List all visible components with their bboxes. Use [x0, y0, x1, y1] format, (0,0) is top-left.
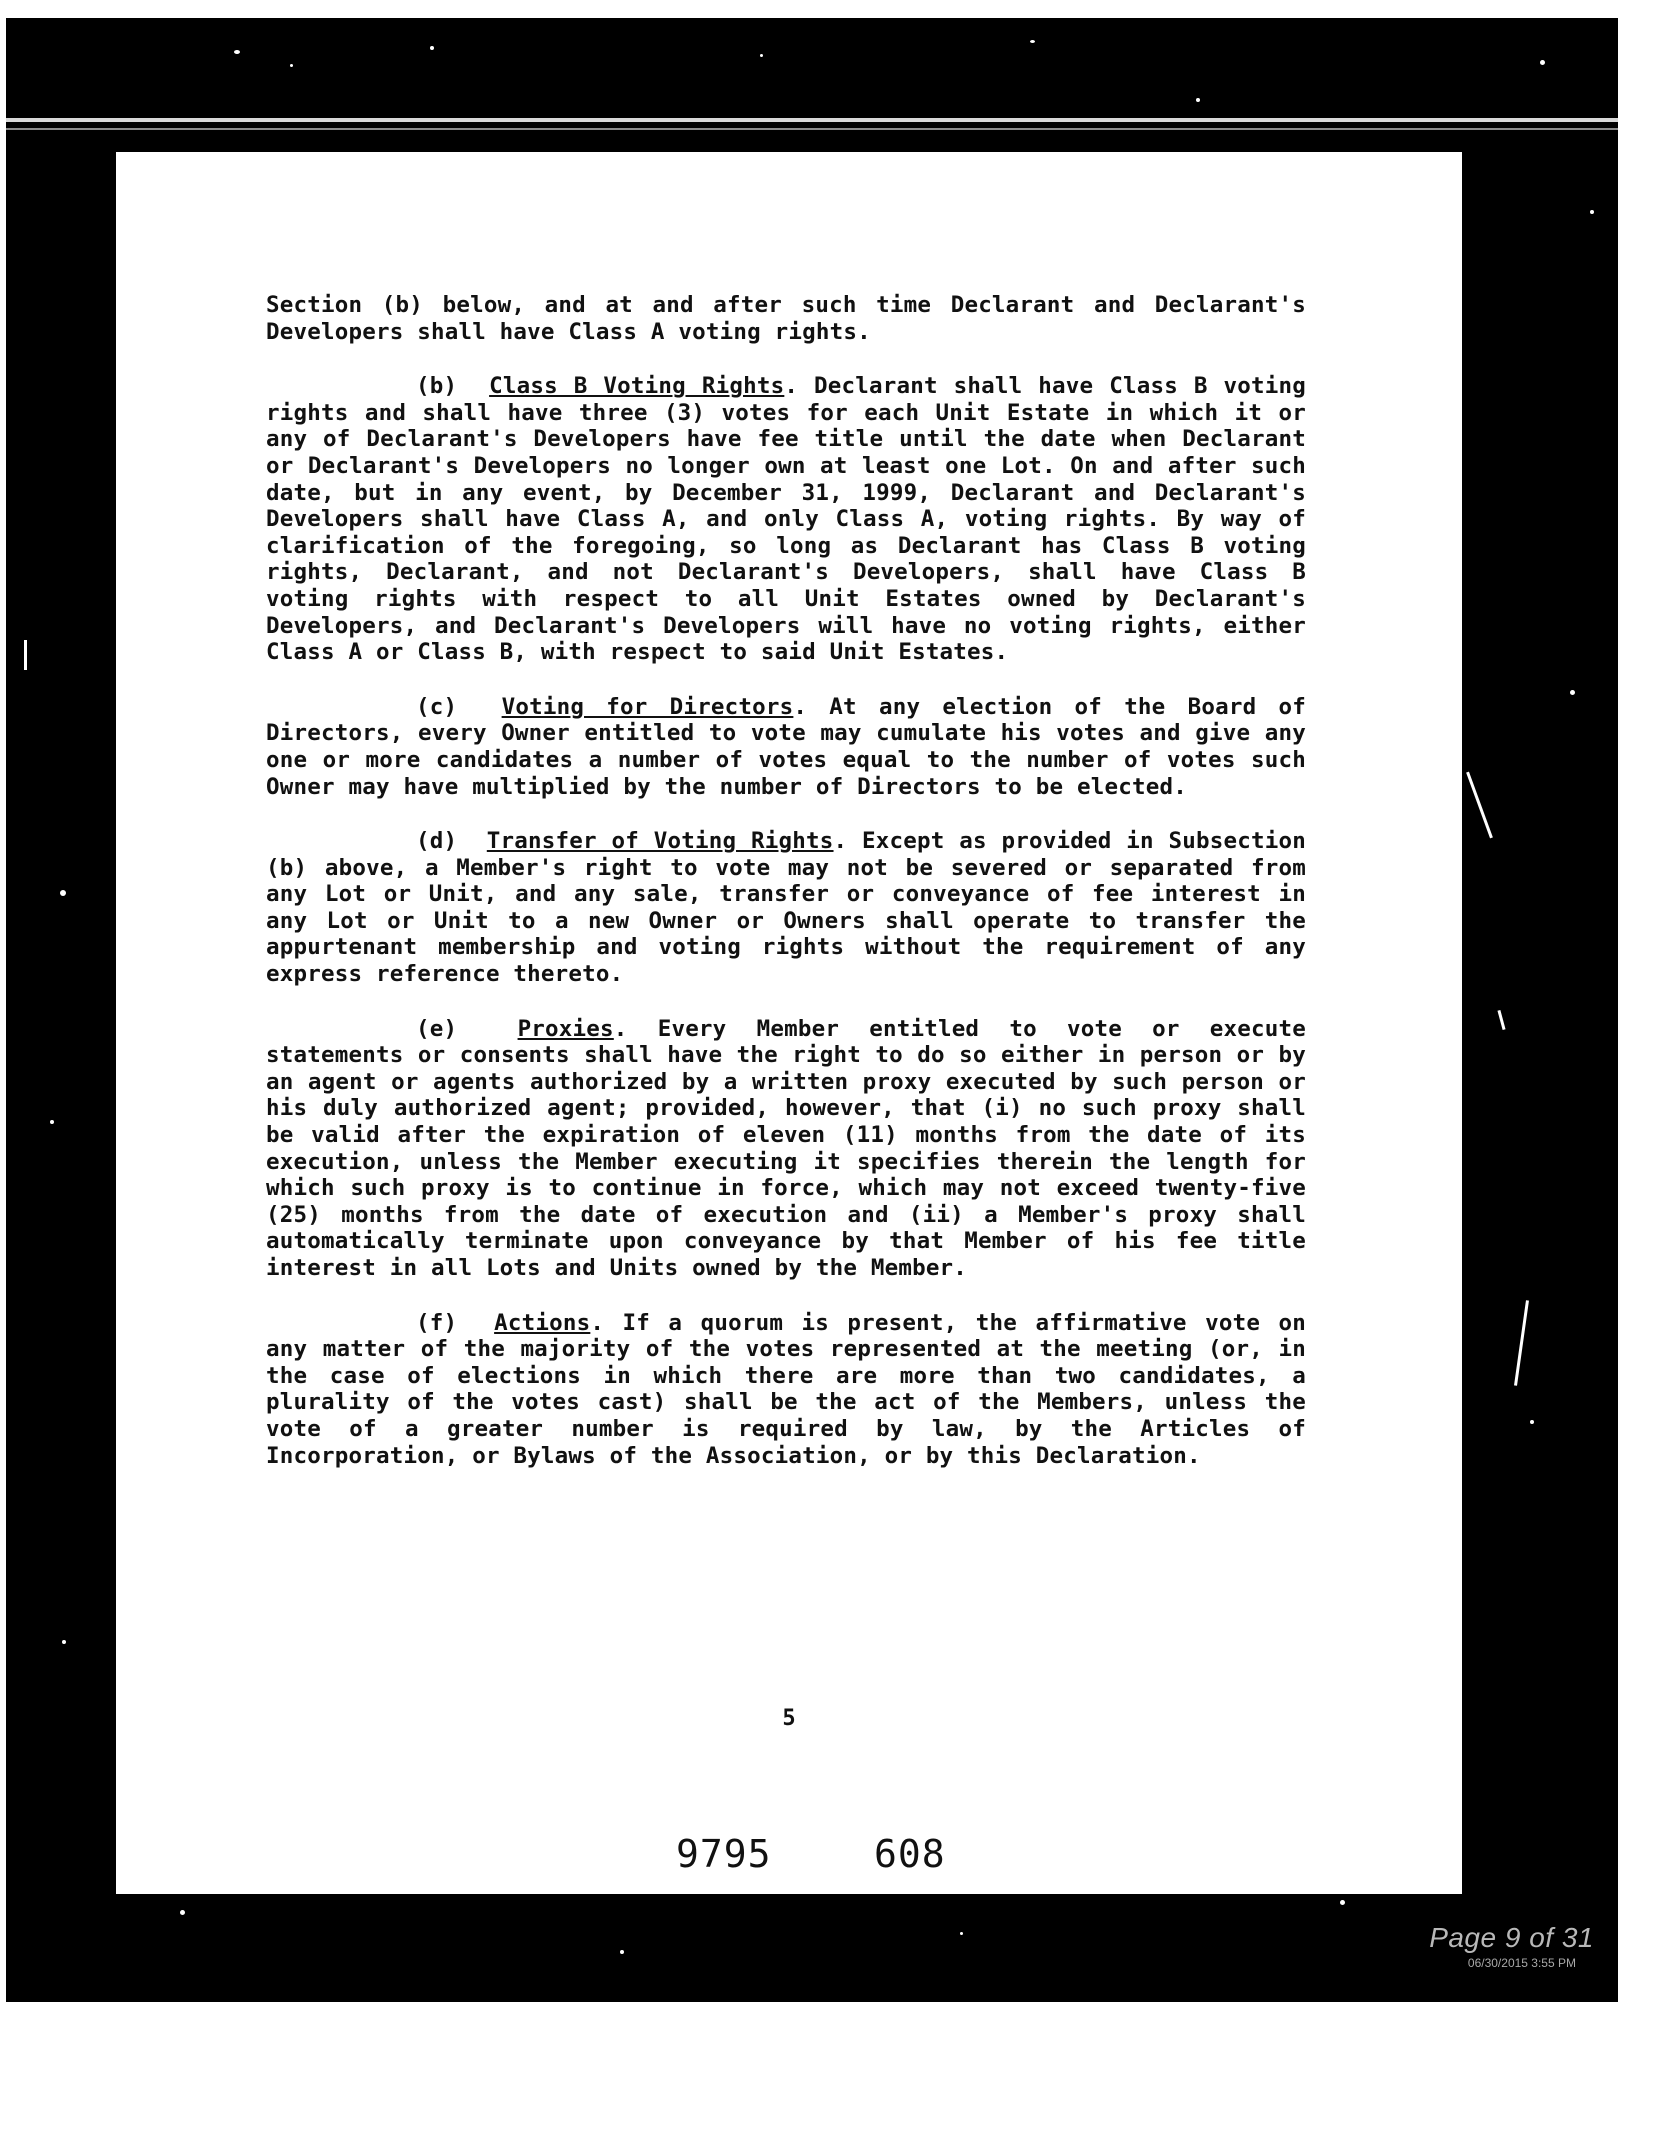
scan-speck	[234, 50, 240, 54]
recording-page-number: 608	[874, 1832, 946, 1876]
paragraph-text: . Declarant shall have Class B voting rights and shall have three (3) votes for each Unit Estate in which it or any of Declarant's Developers have fee title until the date when Declarant or Declarant's Developers no longer own at least one Lot. On and after such date, but in any event, by December 31, 1999, Declarant and Declarant's Developers shall have Class A, and only Class A, voting rights. By way of clarification of the foregoing, so long as Declarant has Class B voting rights, Declarant, and not Declarant's Developers, shall have Class B voting rights with respect to all Unit Estates owned by Declarant's Developers, and Declarant's Developers will have no voting rights, either Class A or Class B, with respect to said Unit Estates.	[266, 373, 1307, 666]
section-prefix: (b)	[416, 373, 458, 400]
section-prefix: (e)	[416, 1015, 458, 1042]
section-heading: Voting for Directors	[501, 693, 794, 720]
paragraph-section-e	[266, 1016, 1306, 1282]
scan-scratch	[24, 640, 27, 670]
print-timestamp: 06/30/2015 3:55 PM	[1467, 1956, 1576, 1970]
scan-speck	[1196, 98, 1200, 102]
section-heading: Class B Voting Rights	[489, 373, 785, 400]
scan-edge-line	[6, 118, 1618, 122]
paragraph-section-c	[266, 694, 1306, 800]
section-heading: Actions	[494, 1309, 591, 1336]
paragraph-text: Section (b) below, and at and after such time Declarant and Declarant's Developers shall have Class A voting rights.	[266, 292, 1306, 345]
document-page	[116, 152, 1462, 1894]
recording-book-number: 9795	[676, 1832, 772, 1876]
scan-speck	[50, 1120, 54, 1124]
paragraph-text: . At any election of the Board of Directors, every Owner entitled to vote may cumulate his votes and give any one or more candidates a number of votes equal to the number of votes such Owner may have multiplied by the number of Directors to be elected.	[266, 693, 1306, 800]
scan-speck	[1530, 1420, 1534, 1424]
page-number: 5	[782, 1706, 796, 1731]
scan-speck	[180, 1910, 185, 1915]
section-prefix: (c)	[416, 693, 458, 720]
scan-speck	[620, 1950, 624, 1954]
section-heading: Proxies	[517, 1015, 614, 1042]
section-heading: Transfer of Voting Rights	[486, 828, 834, 855]
document-body	[266, 292, 1306, 1497]
scan-speck	[290, 64, 293, 67]
section-prefix: (f)	[416, 1309, 458, 1336]
scan-speck	[60, 890, 66, 896]
scan-speck	[1030, 40, 1035, 43]
paragraph-section-f	[266, 1310, 1306, 1470]
scan-speck	[1570, 690, 1575, 695]
scan-edge-line-secondary	[6, 128, 1618, 130]
scan-speck	[1590, 210, 1594, 214]
scan-speck	[1540, 60, 1545, 65]
paragraph-section-b	[266, 373, 1306, 666]
paragraph-section-a-continued	[266, 292, 1306, 345]
paragraph-text: . Every Member entitled to vote or execute statements or consents shall have the right to do so either in person or by an agent or agents authorized by a written proxy executed by such person or his duly authorized agent; provided, however, that (i) no such proxy shall be valid after the expiration of eleven (11) months from the date of its execution, unless the Member executing it specifies therein the length for which such proxy is to continue in force, which may not exceed twenty-five (25) months from the date of execution and (ii) a Member's proxy shall automatically terminate upon conveyance by that Member of his fee title interest in all Lots and Units owned by the Member.	[266, 1015, 1306, 1281]
paragraph-text: . Except as provided in Subsection (b) above, a Member's right to vote may not be severed or separated from any Lot or Unit, and any sale, transfer or conveyance of fee interest in any Lot or Unit to a new Owner or Owners shall operate to transfer the appurtenant membership and voting rights without the requirement of any express reference thereto.	[266, 828, 1307, 988]
scan-speck	[760, 54, 763, 57]
paragraph-section-d	[266, 828, 1306, 988]
viewer-page-stamp	[1394, 1922, 1594, 1970]
scan-speck	[430, 46, 434, 50]
paragraph-text: . If a quorum is present, the affirmative vote on any matter of the majority of the votes represented at the meeting (or, in the case of elections in which there are more than two candidates, a plurality of the votes cast) shall be the act of the Members, unless the vote of a greater number is required by law, by the Articles of Incorporation, or Bylaws of the Association, or by this Declaration.	[266, 1309, 1307, 1469]
scan-speck	[1340, 1900, 1345, 1905]
scan-speck	[960, 1932, 963, 1935]
page-count-label: Page 9 of 31	[1429, 1922, 1594, 1953]
scan-speck	[62, 1640, 66, 1644]
section-prefix: (d)	[416, 828, 458, 855]
